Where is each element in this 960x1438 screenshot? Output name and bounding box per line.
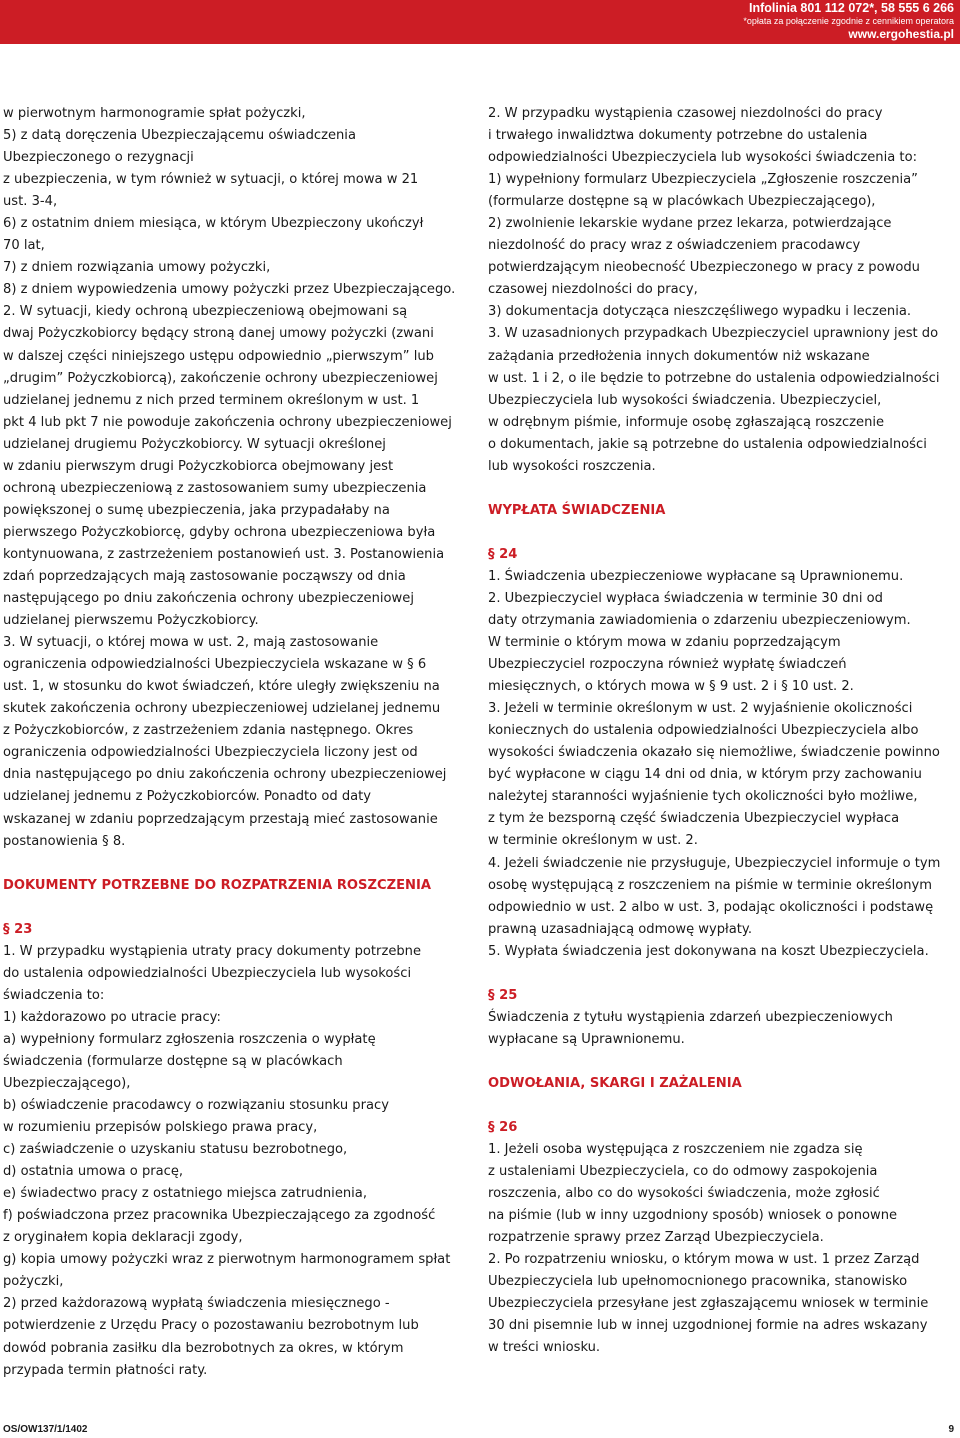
text-line: przypada termin płatności raty. <box>3 1362 208 1378</box>
text-line: 1) każdorazowo po utracie pracy: <box>3 1009 221 1025</box>
text-line: pożyczki, <box>3 1274 64 1290</box>
text-line: 6) z ostatnim dniem miesiąca, w którym Ubezpieczony ukończył <box>3 216 424 232</box>
text-line: W terminie o którym mowa w zdaniu poprzedzającym <box>488 635 841 651</box>
text-line: (formularze dostępne są w placówkach Ubezpieczającego), <box>488 194 876 210</box>
text-line: w treści wniosku. <box>488 1340 601 1356</box>
text-line: koniecznych do ustalenia odpowiedzialności Ubezpieczyciela albo <box>488 723 919 739</box>
text-line: z ustaleniami Ubezpieczyciela, co do odmowy zaspokojenia <box>488 1164 878 1180</box>
text-line: do ustalenia odpowiedzialności Ubezpieczyciela lub wysokości <box>3 965 412 981</box>
text-line: na piśmie (lub w inny uzgodniony sposób) wniosek o ponowne <box>488 1208 898 1224</box>
text-line: 2. Ubezpieczyciel wypłaca świadczenia w terminie 30 dni od <box>488 590 883 606</box>
text-line: udzielanej pierwszemu Pożyczkobiorcy. <box>3 613 259 629</box>
text-line: 3. Jeżeli w terminie określonym w ust. 2 wyjaśnienie okoliczności <box>488 701 913 717</box>
text-line: c) zaświadczenie o uzyskaniu statusu bezrobotnego, <box>3 1142 348 1158</box>
text-line: i trwałego inwalidztwa dokumenty potrzebne do ustalenia <box>488 128 868 144</box>
text-line: wypłacane są Uprawnionemu. <box>488 1031 685 1047</box>
text-line: Ubezpieczającego), <box>3 1075 131 1091</box>
page-number: 9 <box>948 1424 954 1435</box>
text-line: 2. W przypadku wystąpienia czasowej niezdolności do pracy <box>488 106 883 121</box>
text-line: odpowiednio w ust. 2 albo w ust. 3, podając okoliczności i podstawę <box>488 899 934 915</box>
spacer <box>488 963 958 985</box>
text-line: 2) przed każdorazową wypłatą świadczenia miesięcznego - <box>3 1296 390 1312</box>
text-line: ochroną ubezpieczeniową z zastosowaniem sumy ubezpieczenia <box>3 480 427 496</box>
text-line: f) poświadczona przez pracownika Ubezpieczającego za zgodność <box>3 1208 436 1224</box>
text-line: pkt 4 lub pkt 7 nie powoduje zakończenia ochrony ubezpieczeniowej <box>3 414 452 430</box>
text-line: Ubezpieczyciela przesyłane jest zgłaszającemu wniosek w terminie <box>488 1296 929 1312</box>
paragraph-number: § 26 <box>488 1119 518 1135</box>
spacer <box>488 478 958 500</box>
section-heading: WYPŁATA ŚWIADCZENIA <box>488 502 666 518</box>
text-line: w pierwotnym harmonogramie spłat pożyczki, <box>3 106 306 121</box>
text-line: zażądania przedłożenia innych dokumentów niż wskazane <box>488 348 870 364</box>
text-line: zdań poprzedzających mają zastosowanie począwszy od dnia <box>3 568 406 584</box>
text-line: potwierdzającym nieobecność Ubezpieczonego w pracy z powodu <box>488 260 920 276</box>
text-line: g) kopia umowy pożyczki wraz z pierwotnym harmonogramem spłat <box>3 1252 451 1268</box>
text-line: 3. W sytuacji, o której mowa w ust. 2, mają zastosowanie <box>3 635 379 651</box>
hotline-number: Infolinia 801 112 072*, 58 555 6 266 <box>748 1 954 15</box>
text-line: osobę występującą z roszczeniem na piśmie w terminie określonym <box>488 877 933 893</box>
text-line: kontynuowana, z zastrzeżeniem postanowień ust. 3. Postanowienia <box>3 546 445 562</box>
website-link[interactable]: www.ergohestia.pl <box>848 27 954 41</box>
text-line: być wypłacone w ciągu 14 dni od dnia, w którym przy zachowaniu <box>488 767 922 783</box>
spacer <box>488 522 958 544</box>
text-line: w rozumieniu przepisów polskiego prawa pracy, <box>3 1120 318 1136</box>
text-line: dowód pobrania zasiłku dla bezrobotnych za okres, w którym <box>3 1340 404 1356</box>
text-line: z oryginałem kopia deklaracji zgody, <box>3 1230 243 1246</box>
text-line: 5. Wypłata świadczenia jest dokonywana na koszt Ubezpieczyciela. <box>488 943 929 959</box>
text-line: roszczenia, albo co do wysokości świadczenia, może zgłosić <box>488 1186 880 1202</box>
left-text-column <box>3 103 461 1382</box>
text-line: dnia następującego po dniu zakończenia ochrony ubezpieczeniowej <box>3 767 447 783</box>
text-line: czasowej niezdolności do pracy, <box>488 282 698 298</box>
text-line: 2. Po rozpatrzeniu wniosku, o którym mowa w ust. 1 przez Zarząd <box>488 1252 920 1268</box>
text-line: wysokości świadczenia okazało się niemożliwe, świadczenie powinno <box>488 745 940 761</box>
text-line: Ubezpieczyciela lub upełnomocnionego pracownika, stanowisko <box>488 1274 908 1290</box>
text-line: a) wypełniony formularz zgłoszenia roszczenia o wypłatę <box>3 1031 376 1047</box>
text-line: rozpatrzenie sprawy przez Zarząd Ubezpieczyciela. <box>488 1230 824 1246</box>
text-line: postanowienia § 8. <box>3 833 126 849</box>
text-line: 30 dni pisemnie lub w innej uzgodnionej formie na adres wskazany <box>488 1318 928 1334</box>
text-line: Ubezpieczyciela lub wysokości świadczenia. Ubezpieczyciel, <box>488 392 882 408</box>
text-line: 3) dokumentacja dotycząca nieszczęśliwego wypadku i leczenia. <box>488 304 912 320</box>
text-line: niezdolność do pracy wraz z oświadczeniem pracodawcy <box>488 238 861 254</box>
text-line: lub wysokości roszczenia. <box>488 458 656 474</box>
section-heading: ODWOŁANIA, SKARGI I ZAŻALENIA <box>488 1075 742 1091</box>
text-line: 5) z datą doręczenia Ubezpieczającemu oświadczenia <box>3 128 356 144</box>
paragraph-number: § 25 <box>488 987 518 1003</box>
text-line: ust. 1, w stosunku do kwot świadczeń, które uległy zwiększeniu na <box>3 679 440 695</box>
text-line: „drugim” Pożyczkobiorcą), zakończenie ochrony ubezpieczeniowej <box>3 370 438 386</box>
page-header-banner <box>0 0 960 44</box>
text-line: należytej staranności wyjaśnienie tych okoliczności było możliwe, <box>488 789 918 805</box>
text-line: ust. 3-4, <box>3 194 58 210</box>
text-line: skutek zakończenia ochrony ubezpieczeniowej udzielanej jednemu <box>3 701 441 717</box>
text-line: b) oświadczenie pracodawcy o rozwiązaniu stosunku pracy <box>3 1098 389 1114</box>
text-line: w terminie określonym w ust. 2. <box>488 833 698 849</box>
text-line: potwierdzenie z Urzędu Pracy o pozostawaniu bezrobotnym lub <box>3 1318 419 1334</box>
paragraph-number: § 24 <box>488 546 518 562</box>
text-line: dwaj Pożyczkobiorcy będący stroną danej umowy pożyczki (zwani <box>3 326 434 342</box>
text-line: ograniczenia odpowiedzialności Ubezpieczyciela wskazane w § 6 <box>3 657 427 673</box>
text-line: Ubezpieczyciel rozpoczyna również wypłatę świadczeń <box>488 657 847 673</box>
text-line: w ust. 1 i 2, o ile będzie to potrzebne do ustalenia odpowiedzialności <box>488 370 940 386</box>
text-line: o dokumentach, jakie są potrzebne do ustalenia odpowiedzialności <box>488 436 927 452</box>
text-line: prawną uzasadniającą odmowę wypłaty. <box>488 921 752 937</box>
text-line: 1) wypełniony formularz Ubezpieczyciela „Zgłoszenie roszczenia” <box>488 172 918 188</box>
spacer <box>3 853 461 875</box>
text-line: e) świadectwo pracy z ostatniego miejsca zatrudnienia, <box>3 1186 367 1202</box>
text-line: 70 lat, <box>3 238 45 254</box>
text-line: wskazanej w zdaniu poprzedzającym przestają mieć zastosowanie <box>3 811 438 827</box>
text-line: odpowiedzialności Ubezpieczyciela lub wysokości świadczenia to: <box>488 150 917 166</box>
text-line: z ubezpieczenia, w tym również w sytuacji, o której mowa w 21 <box>3 172 419 188</box>
text-line: 2) zwolnienie lekarskie wydane przez lekarza, potwierdzające <box>488 216 892 232</box>
text-line: następującego po dniu zakończenia ochrony ubezpieczeniowej <box>3 591 414 607</box>
text-line: świadczenia (formularze dostępne są w placówkach <box>3 1053 343 1069</box>
text-line: Ubezpieczonego o rezygnacji <box>3 150 194 166</box>
text-line: udzielanej jednemu z nich przed terminem określonym w ust. 1 <box>3 392 420 408</box>
document-code: OS/OW137/1/1402 <box>3 1424 88 1435</box>
text-line: z tym że bezsporną część świadczenia Ubezpieczyciel wypłaca <box>488 811 900 827</box>
spacer <box>488 1095 958 1117</box>
text-line: w odrębnym piśmie, informuje osobę zgłaszającą roszczenie <box>488 414 885 430</box>
text-line: z Pożyczkobiorców, z zastrzeżeniem zdania następnego. Okres <box>3 723 414 739</box>
text-line: 2. W sytuacji, kiedy ochroną ubezpieczeniową obejmowani są <box>3 304 408 320</box>
spacer <box>3 897 461 919</box>
text-line: 1. Jeżeli osoba występująca z roszczeniem nie zgadza się <box>488 1141 863 1157</box>
text-line: pierwszego Pożyczkobiorcę, gdyby ochrona ubezpieczeniowa była <box>3 524 436 540</box>
text-line: w zdaniu pierwszym drugi Pożyczkobiorca obejmowany jest <box>3 458 394 474</box>
text-line: 3. W uzasadnionych przypadkach Ubezpieczyciel uprawniony jest do <box>488 326 939 342</box>
text-line: w dalszej części niniejszego ustępu odpowiednio „pierwszym” lub <box>3 348 434 364</box>
text-line: 8) z dniem wypowiedzenia umowy pożyczki przez Ubezpieczającego. <box>3 282 456 298</box>
text-line: powiększonej o sumę ubezpieczenia, jaka przypadałaby na <box>3 502 390 518</box>
text-line: miesięcznych, o których mowa w § 9 ust. 2 i § 10 ust. 2. <box>488 679 854 695</box>
text-line: udzielanej drugiemu Pożyczkobiorcy. W sytuacji określonej <box>3 436 386 452</box>
text-line: 4. Jeżeli świadczenie nie przysługuje, Ubezpieczyciel informuje o tym <box>488 855 941 871</box>
text-line: d) ostatnia umowa o pracę, <box>3 1164 184 1180</box>
paragraph-number: § 23 <box>3 921 33 937</box>
text-line: ograniczenia odpowiedzialności Ubezpieczyciela liczony jest od <box>3 745 418 761</box>
call-cost-note: *opłata za połączenie zgodnie z cennikiem operatora <box>743 16 954 26</box>
text-line: Świadczenia z tytułu wystąpienia zdarzeń ubezpieczeniowych <box>488 1009 893 1025</box>
text-line: 1. W przypadku wystąpienia utraty pracy dokumenty potrzebne <box>3 943 422 959</box>
text-line: świadczenia to: <box>3 987 105 1003</box>
right-text-column <box>488 103 958 1359</box>
spacer <box>488 1051 958 1073</box>
section-heading: DOKUMENTY POTRZEBNE DO ROZPATRZENIA ROSZCZENIA <box>3 877 431 893</box>
text-line: 7) z dniem rozwiązania umowy pożyczki, <box>3 260 271 276</box>
text-line: 1. Świadczenia ubezpieczeniowe wypłacane są Uprawnionemu. <box>488 568 904 584</box>
text-line: daty otrzymania zawiadomienia o zdarzeniu ubezpieczeniowym. <box>488 612 911 628</box>
text-line: udzielanej jednemu z Pożyczkobiorców. Ponadto od daty <box>3 789 372 805</box>
